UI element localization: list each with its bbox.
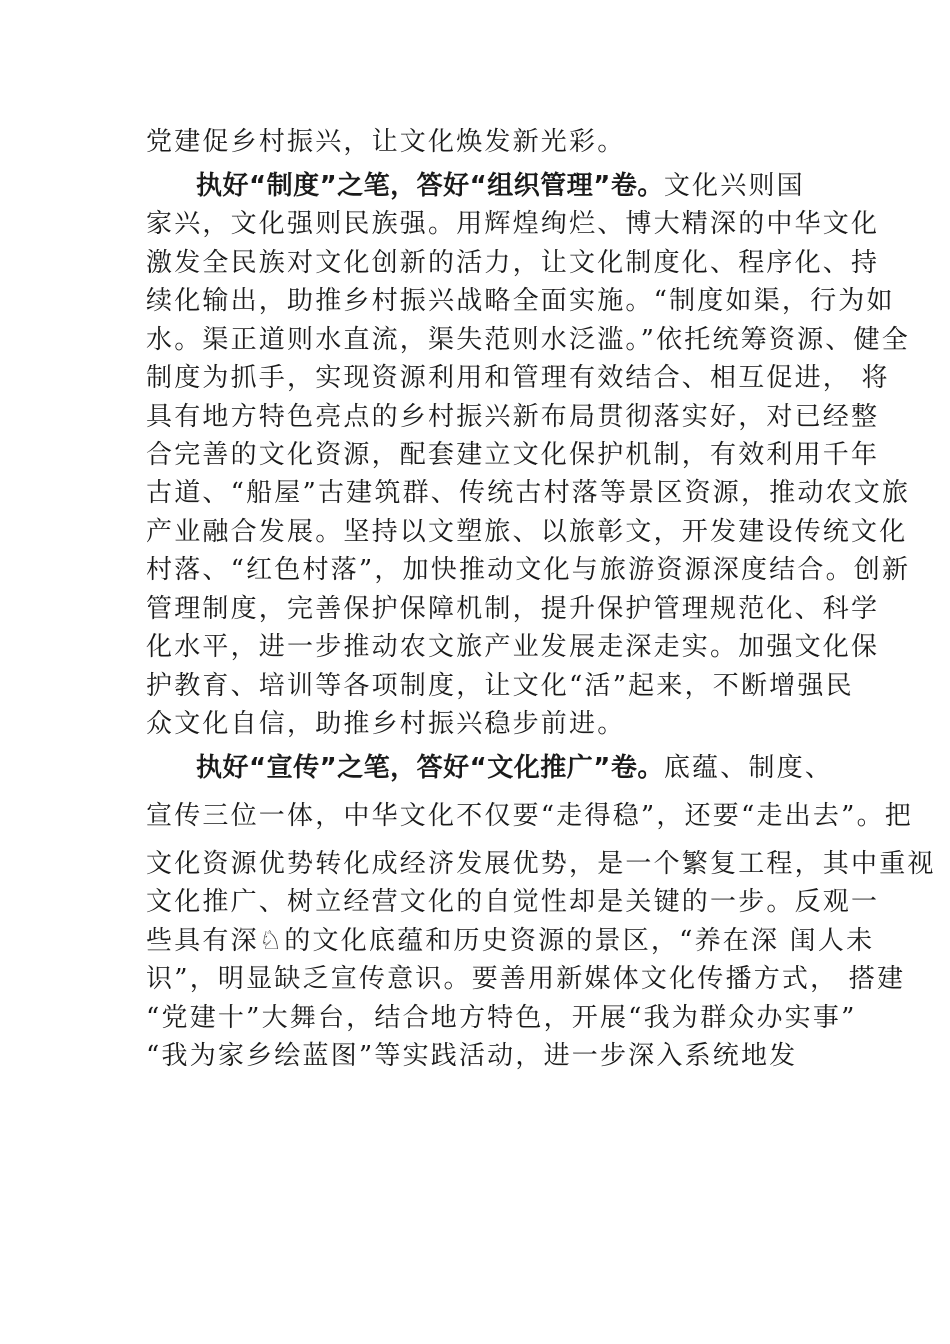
text-line: 宣传三位一体，中华文化不仅要“走得稳”，还要“走出去”。把 [146, 801, 913, 831]
text-line: 水。渠正道则水直流，渠失范则水泛滥。”依托统筹资源、健全 [146, 325, 910, 355]
section-publicity-first-line [196, 750, 833, 786]
section-publicity-first-line-rest: 底蕴、制度、 [663, 753, 834, 783]
text-line: 村落、“红色村落”，加快推动文化与旅游资源深度结合。创新 [146, 555, 911, 585]
text-line: 合完善的文化资源，配套建立文化保护机制，有效利用千年 [146, 440, 880, 470]
text-line: 家兴，文化强则民族强。用辉煌绚烂、博大精深的中华文化 [146, 209, 880, 239]
text-line: 化水平，进一步推动农文旅产业发展走深走实。加强文化保 [146, 632, 880, 662]
section-system-heading: 执好“制度”之笔，答好“组织管理”卷。 [196, 171, 664, 201]
text-line: 激发全民族对文化创新的活力，让文化制度化、程序化、持 [146, 248, 880, 278]
text-line: 文化资源优势转化成经济发展优势，是一个繁复工程，其中重视 [146, 849, 936, 879]
text-line: 具有地方特色亮点的乡村振兴新布局贯彻落实好，对已经整 [146, 402, 880, 432]
section-publicity-heading: 执好“宣传”之笔，答好“文化推广”卷。 [196, 753, 664, 783]
text-line: 护教育、培训等各项制度，让文化“活”起来，不断增强民 [146, 671, 854, 701]
text-line: 制度为抓手，实现资源利用和管理有效结合、相互促进， 将 [146, 363, 890, 393]
section-system-first-line-rest: 文化兴则国 [663, 171, 805, 201]
section-system-first-line [196, 168, 805, 204]
intro-line: 党建促乡村振兴，让文化焕发新光彩。 [146, 127, 626, 157]
text-line: 古道、“船屋”古建筑群、传统古村落等景区资源，推动农文旅 [146, 478, 911, 508]
text-line: 些具有深♘的文化底蕴和历史资源的景区，“养在深 闺人未 [146, 926, 875, 956]
text-line: “党建十”大舞台，结合地方特色，开展“我为群众办实事” [146, 1003, 857, 1033]
text-line: “我为家乡绘蓝图”等实践活动，进一步深入系统地发 [146, 1041, 798, 1071]
text-line: 文化推广、树立经营文化的自觉性却是关键的一步。反观一 [146, 887, 880, 917]
text-line: 产业融合发展。坚持以文塑旅、以旅彰文，开发建设传统文化 [146, 517, 908, 547]
text-line: 续化输出，助推乡村振兴战略全面实施。“制度如渠，行为如 [146, 286, 895, 316]
text-line: 识”，明显缺乏宣传意识。要善用新媒体文化传播方式， 搭建 [146, 964, 906, 994]
text-line: 众文化自信，助推乡村振兴稳步前进。 [146, 709, 626, 739]
text-line: 管理制度，完善保护保障机制，提升保护管理规范化、科学 [146, 594, 880, 624]
